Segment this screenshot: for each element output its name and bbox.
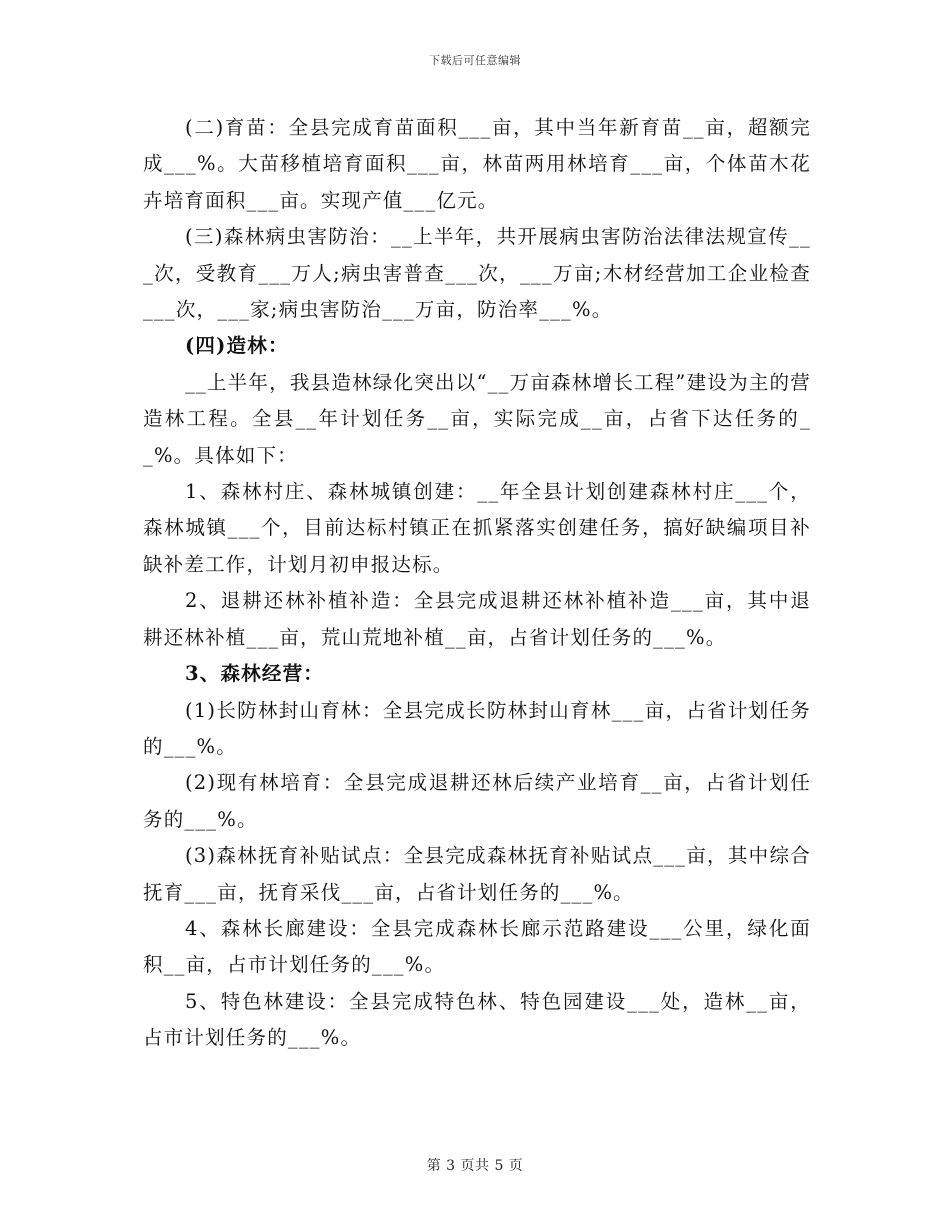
page-number: 第 3 页共 5 页 [426,1158,524,1174]
section-heading-forest-management: 3、森林经营： [185,662,324,686]
paragraph-replanting: 2、退耕还林补植补造：全县完成退耕还林补植补造___亩，其中退耕还林补植___亩，荒山荒地补植__亩，占省计划任务的___%。 [143,589,811,649]
paragraph-afforestation-summary: __上半年，我县造林绿化突出以“__万亩森林增长工程”建设为主的营造林工程。全县__年计划任务__亩，实际完成__亩，占省下达任务的__%。具体如下： [143,370,811,467]
paragraph-forest-corridor: 4、森林长廊建设：全县完成森林长廊示范路建设___公里，绿化面积__亩，占市计划任务的___%。 [143,916,811,977]
document-body [143,110,811,1057]
page-header: 下载后可任意编辑 [429,54,521,67]
paragraph-forest-villages: 1、森林村庄、森林城镇创建：__年全县计划创建森林村庄___个，森林城镇___个，目前达标村镇正在抓紧落实创建任务，搞好缺编项目补缺补差工作，计划月初申报达标。 [143,480,811,576]
paragraph-pest-control: (三)森林病虫害防治：__上半年，共开展病虫害防治法律法规宣传___次，受教育___万人;病虫害普查___次，___万亩;木材经营加工企业检查___次，___家;病虫害防治___万亩，防治率___%。 [143,225,811,322]
paragraph-existing-forest: (2)现有林培育：全县完成退耕还林后续产业培育__亩，占省计划任务的___%。 [143,771,811,831]
paragraph-mountain-closure: (1)长防林封山育林：全县完成长防林封山育林___亩，占省计划任务的___%。 [143,698,811,758]
paragraph-nursery: (二)育苗：全县完成育苗面积___亩，其中当年新育苗__亩，超额完成___%。大苗移植培育面积___亩，林苗两用林培育___亩，个体苗木花卉培育面积___亩。实现产值___亿元。 [143,116,811,212]
paragraph-tending-subsidy: (3)森林抚育补贴试点：全县完成森林抚育补贴试点___亩，其中综合抚育___亩，抚育采伐___亩，占省计划任务的___%。 [143,844,811,904]
paragraph-specialty-forest: 5、特色林建设：全县完成特色林、特色园建设___处，造林__亩，占市计划任务的___%。 [143,989,811,1050]
section-heading-afforestation: (四)造林： [185,334,289,358]
